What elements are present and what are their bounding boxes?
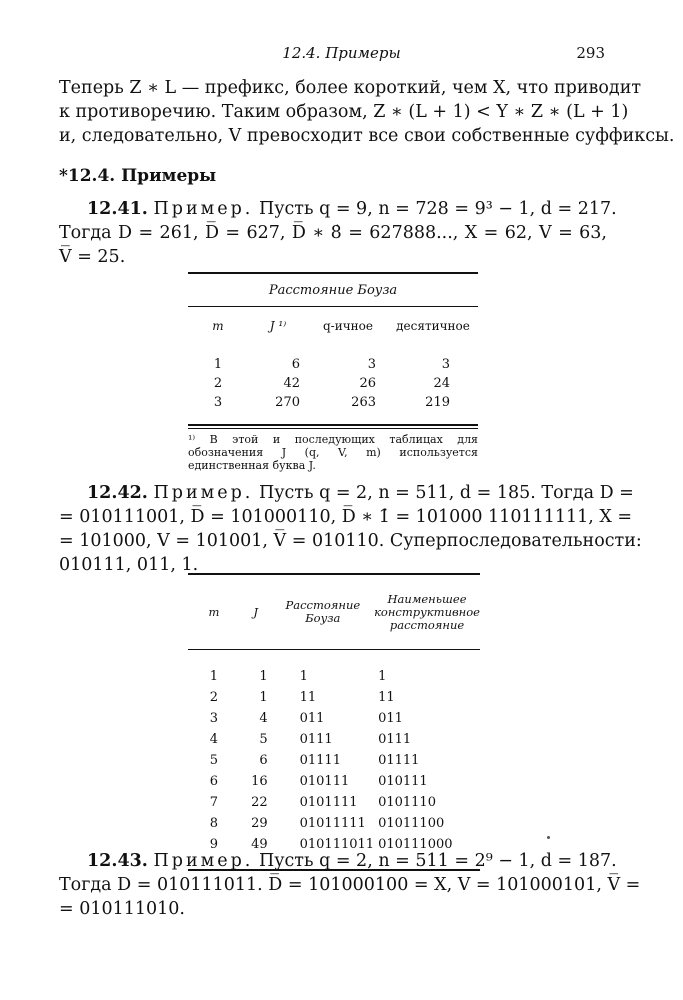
example-43-word: Пример. [153,851,254,871]
example-43-line-2: Тогда D = 010111011. D̅ = 101000100 = X, V = 101000101, V̅ = [59,875,641,895]
table2-header-m: m [188,574,240,650]
table-row: 2 1 11 11 [209,690,395,705]
example-42-line-2: = 010111001, D̅ = 101000110, D̅ ∗ 1̇ = 101000 110111111, X = [59,507,633,527]
example-42-line-1: 12.42. Пример. Пусть q = 2, n = 511, d = 185. Тогда D = [87,483,634,503]
intro-line-2: к противоречию. Таким образом, Z ∗ (L + 1) < Y ∗ Z ∗ (L + 1) [59,102,629,122]
example-42-number: 12.42. [87,483,148,503]
example-43 [59,849,641,921]
example-41-line-2: Тогда D = 261, D̅ = 627, D̅ ∗ 8̇ = 627888..., X = 62, V = 63, [59,223,607,243]
table-row: 9 49 010111011 010111000 [209,837,453,852]
example-41-word: Пример. [153,199,254,219]
example-41-number: 12.41. [87,199,148,219]
example-42-line-3: = 101000, V = 101001, V̅ = 010110. Суперпоследовательности: [59,531,642,551]
table-row: 2 42 26 24 [213,376,450,391]
bose-distance-table [188,272,478,426]
example-41-line-3: V̅ = 25. [59,247,126,267]
table-row: 1 1 1 1 [209,669,387,684]
table1-caption: Расстояние Боуза [188,273,478,307]
intro-line-3: и, следовательно, V превосходит все свои собственные суффиксы. [59,126,675,146]
table2-header-bose: Расстояние Боуза [272,574,374,650]
section-title: *12.4. Примеры [59,166,217,186]
stray-dot [547,836,550,839]
table-row: 3 270 263 219 [213,395,450,410]
example-42-line-4: 010111, 011, 1. [59,555,199,575]
table2-header-j: J [240,574,272,650]
table1-footnote: ¹⁾ В этой и последующих таблицах для обозначения J (q, V, m) используется единственная буква J. [188,428,478,472]
table-row: 8 29 01011111 01011100 [209,816,445,831]
example-42-word: Пример. [153,483,254,503]
example-43-number: 12.43. [87,851,148,871]
table-row: 6 16 010111 010111 [209,774,428,789]
example-41 [59,197,617,269]
table-row: 7 22 0101111 0101110 [209,795,436,810]
table1-header-qary: q-ичное [323,319,373,333]
table-row: 3 4 011 011 [209,711,403,726]
example-41-line-1: 12.41. Пример. Пусть q = 9, n = 728 = 9³ − 1, d = 217. [87,199,617,219]
running-title: 12.4. Примеры [282,44,401,62]
intro-paragraph [59,76,675,148]
example-43-line-3: = 010111010. [59,899,185,919]
table-row: 5 6 01111 01111 [209,753,420,768]
example-42 [59,481,642,577]
table-row: 4 5 0111 0111 [209,732,412,747]
intro-line-1: Теперь Z ∗ L — префикс, более короткий, чем X, что приводит [59,78,642,98]
table-row: 1 6 3 3 [213,357,450,372]
bose-constructive-distance-table [188,573,480,871]
page-number: 293 [576,44,605,62]
table1-header-m: m [212,319,224,333]
example-43-line-1: 12.43. Пример. Пусть q = 2, n = 511 = 2⁹ − 1, d = 187. [87,851,617,871]
table2-header-constructive: Наименьшее конструктивное расстояние [374,574,480,650]
table1-header-j: J ¹⁾ [269,319,287,333]
table1-header-decimal: десятичное [396,319,470,333]
